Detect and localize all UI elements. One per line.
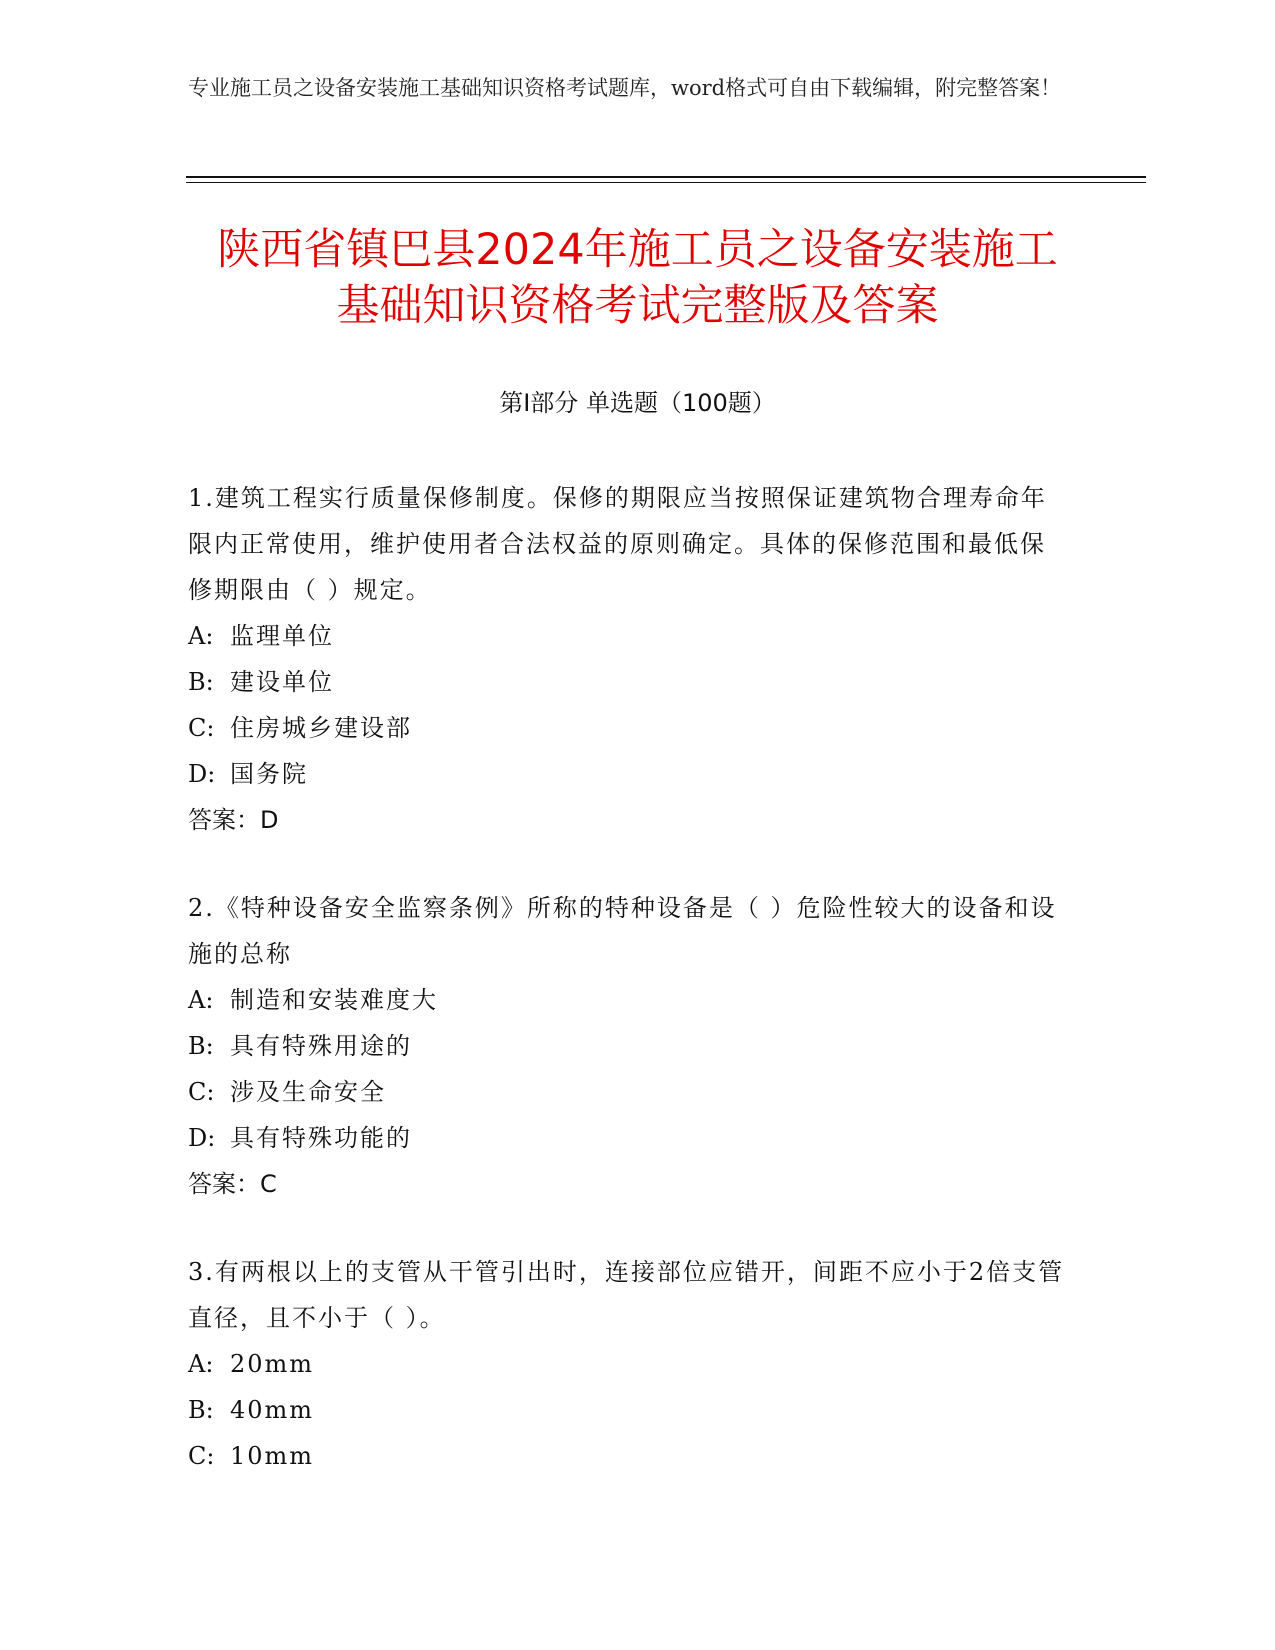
option-key: A: [188,986,214,1014]
option-key: B: [188,1396,214,1424]
document-title [150,222,1125,334]
option-a [188,1341,1068,1387]
option-d [188,751,1068,797]
option-text: 涉及生命安全 [230,1078,386,1106]
question-list [188,475,1068,1479]
option-b [188,1387,1068,1433]
section-heading: 第Ⅰ部分 单选题（100题） [499,389,776,417]
title-line-1: 陕西省镇巴县2024年施工员之设备安装施工 [217,225,1058,275]
answer-line: 答案：C [188,1170,277,1198]
option-key: B: [188,668,214,696]
option-key: A: [188,622,214,650]
option-c [188,1069,1068,1115]
header-divider [186,176,1146,178]
answer-line: 答案：D [188,806,279,834]
option-text: 监理单位 [230,622,334,650]
option-a [188,977,1068,1023]
option-text: 国务院 [230,760,308,788]
option-c [188,705,1068,751]
option-key: D: [188,760,216,788]
option-text: 建设单位 [230,668,334,696]
header-note: 专业施工员之设备安装施工基础知识资格考试题库，word格式可自由下载编辑，附完整答案！ [188,76,1062,100]
header-divider-thin [186,182,1146,183]
question-2 [188,885,1068,1207]
option-c [188,1433,1068,1479]
question-stem: 2.《特种设备安全监察条例》所称的特种设备是（ ）危险性较大的设备和设施的总称 [188,894,1057,968]
option-key: A: [188,1350,214,1378]
question-1 [188,475,1068,843]
option-text: 10mm [230,1442,315,1470]
option-d [188,1115,1068,1161]
option-text: 住房城乡建设部 [230,714,412,742]
option-text: 具有特殊功能的 [230,1124,412,1152]
spacer [188,1207,1068,1249]
option-b [188,1023,1068,1069]
option-key: C: [188,714,215,742]
question-stem: 3.有两根以上的支管从干管引出时，连接部位应错开，间距不应小于2倍支管直径，且不小于（ ）。 [188,1258,1065,1332]
option-key: C: [188,1078,215,1106]
option-b [188,659,1068,705]
title-line-2: 基础知识资格考试完整版及答案 [336,281,939,331]
option-text: 具有特殊用途的 [230,1032,412,1060]
option-key: C: [188,1442,215,1470]
option-key: D: [188,1124,216,1152]
question-3 [188,1249,1068,1479]
option-text: 40mm [230,1396,315,1424]
question-stem: 1.建筑工程实行质量保修制度。保修的期限应当按照保证建筑物合理寿命年限内正常使用，维护使用者合法权益的原则确定。具体的保修范围和最低保修期限由（ ）规定。 [188,484,1047,604]
option-a [188,613,1068,659]
option-text: 20mm [230,1350,315,1378]
option-key: B: [188,1032,214,1060]
option-text: 制造和安装难度大 [230,986,438,1014]
spacer [188,843,1068,885]
